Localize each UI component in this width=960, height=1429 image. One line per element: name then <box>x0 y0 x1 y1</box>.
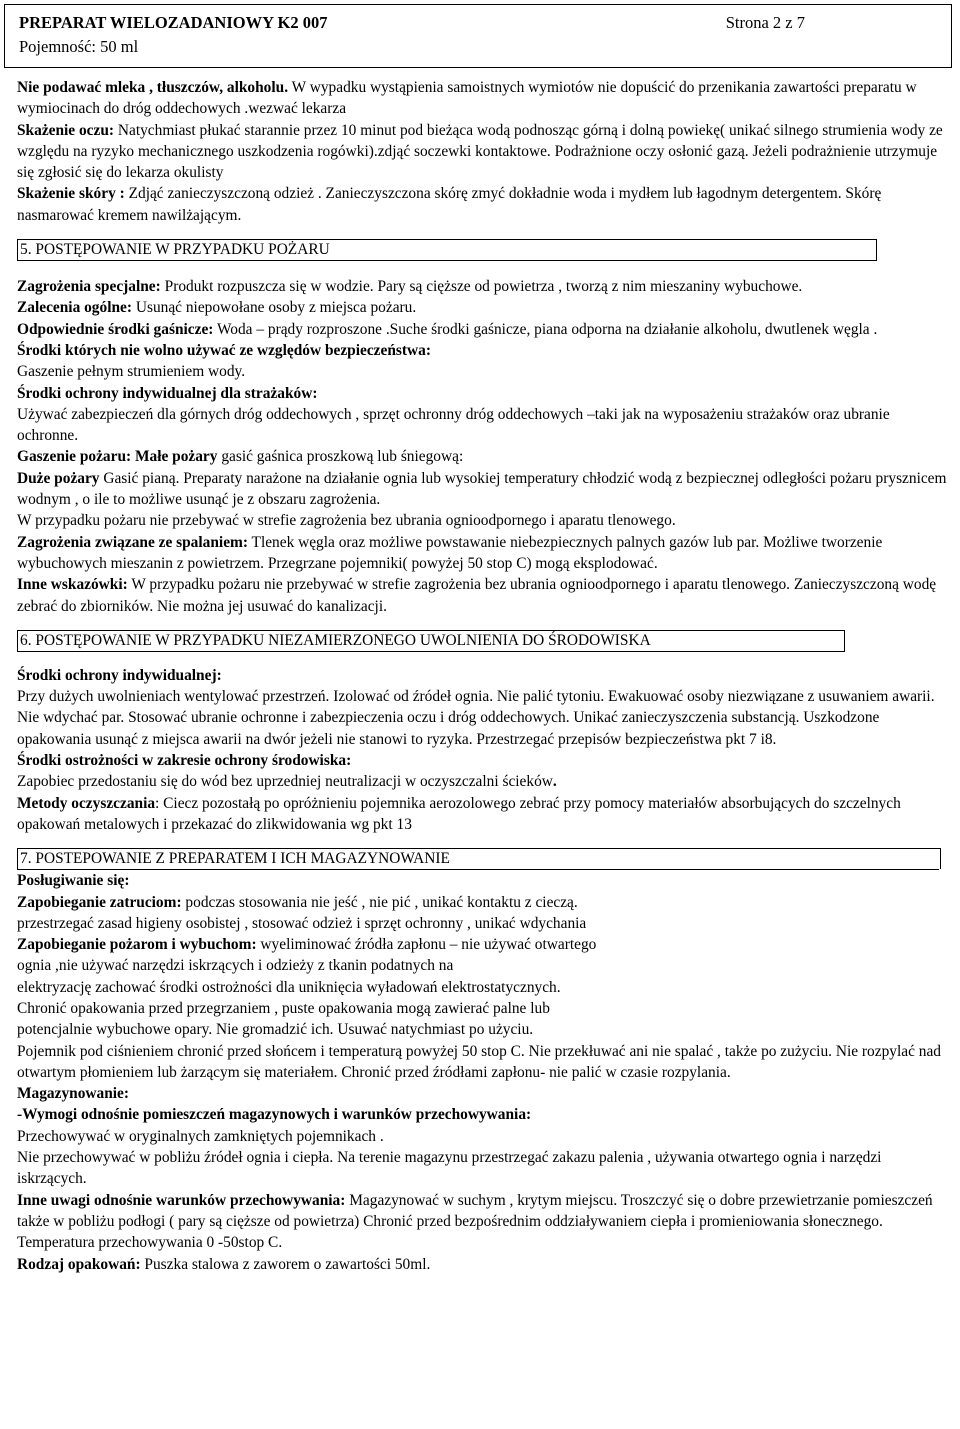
text-unsuitable-media: Gaszenie pełnym strumieniem wody. <box>17 363 246 381</box>
text-eye-contamination: Natychmiast płukać starannie przez 10 minut pod bieżąca wodą podnosząc górną i dolną powiekę( unikać silnego strumienia wody ze względu na ryzyko mechanicznego uszkodzenia rogówki).zdjąć soczewki kontaktowe. Podrażnione oczy osłonić gazą. Jeżeli podrażnienie utrzymuje się zgłosić się do lekarza okulisty <box>17 121 943 182</box>
text-combustion-hazards: Tlenek węgla oraz możliwe powstawanie niebezpiecznych palnych gazów lub par. Możliwe tworzenie wybuchowych mieszanin z powietrzem. Przegrzane pojemniki( powyżej 50 stop C) mogą eksplodować. <box>17 533 883 572</box>
text-poisoning-prevention: podczas stosowania nie jeść , nie pić , unikać kontaktu z cieczą. <box>181 893 578 911</box>
label-firefighter-protection: Środki ochrony indywidualnej dla strażaków: <box>17 384 318 402</box>
paragraph-other-notes <box>17 574 947 617</box>
paragraph-ingestion <box>17 77 947 120</box>
paragraph-general-advice <box>17 297 947 318</box>
paragraph-extinguishing-media <box>17 319 947 340</box>
heading-storage-requirements <box>17 1104 947 1125</box>
label-personal-protection: Środki ochrony indywidualnej: <box>17 666 222 684</box>
document-header <box>4 4 952 68</box>
label-extinguishing-media: Odpowiednie środki gaśnicze: <box>17 320 214 338</box>
label-cleanup-methods: Metody oczyszczania <box>17 794 156 812</box>
heading-storage <box>17 1083 947 1104</box>
label-combustion-hazards: Zagrożenia związane ze spalaniem: <box>17 533 248 551</box>
label-special-hazards: Zagrożenia specjalne: <box>17 278 161 296</box>
label-poisoning-prevention: Zapobieganie zatruciom: <box>17 893 182 911</box>
text-firefighter-protection: Używać zabezpieczeń dla górnych dróg oddechowych , sprzęt ochronny dróg oddechowych –taki jak na wyposażeniu strażaków oraz ubranie ochronne. <box>17 405 890 445</box>
text-no-ignition-sources: Nie przechowywać w pobliżu źródeł ognia i ciepła. Na terenie magazynu przestrzegać zakazu palenia , używania otwartego ognia i narzędzi iskrzących. <box>17 1149 882 1188</box>
label-skin-contamination: Skażenie skóry : <box>17 185 125 203</box>
heading-personal-protection <box>17 665 947 686</box>
paragraph-packaging-type <box>17 1254 947 1275</box>
text-protect-packaging: Chronić opakowania przed przegrzaniem , puste opakowania mogą zawierać palne lub <box>17 999 550 1017</box>
label-handling: Posługiwanie się: <box>17 872 130 890</box>
heading-firefighter-protection <box>17 383 947 404</box>
text-original-containers: Przechowywać w oryginalnych zamkniętych pojemnikach . <box>17 1127 384 1145</box>
label-unsuitable-media: Środki których nie wolno używać ze względów bezpieczeństwa: <box>17 341 431 359</box>
label-environmental-precautions: Środki ostrożności w zakresie ochrony środowiska: <box>17 752 352 770</box>
label-ingestion: Nie podawać mleka , tłuszczów, alkoholu. <box>17 79 289 96</box>
paragraph-storage-notes <box>17 1190 947 1254</box>
section-7-heading <box>17 848 941 869</box>
text-small-fires: gasić gaśnica proszkową lub śniegową: <box>217 448 464 466</box>
label-fire-prevention: Zapobieganie pożarom i wybuchom: <box>17 936 257 954</box>
paragraph-small-fires <box>17 446 947 467</box>
text-large-fires: Gasić pianą. Preparaty narażone na działanie ognia lub wysokiej temperatury chłodzić wodą z bezpiecznej odległości pożaru prysznicem wodnym , o ile to możliwe usunąć je z obszaru zagrożenia. <box>17 469 947 509</box>
paragraph-fire-prevention <box>17 934 947 955</box>
text-general-advice: Usunąć niepowołane osoby z miejsca pożaru. <box>132 299 417 317</box>
label-storage-requirements: -Wymogi odnośnie pomieszczeń magazynowych i warunków przechowywania: <box>17 1106 532 1124</box>
document-body <box>17 74 947 1275</box>
section-6-title: 6. POSTĘPOWANIE W PRZYPADKU NIEZAMIERZONEGO UWOLNIENIA DO ŚRODOWISKA <box>20 631 651 649</box>
heading-unsuitable-media <box>17 340 947 361</box>
text-fire-prevention: wyeliminować źródła zapłonu – nie używać otwartego <box>256 936 597 954</box>
heading-environmental-precautions <box>17 750 947 771</box>
section-7-title: 7. POSTEPOWANIE Z PREPARATEM I ICH MAGAZYNOWANIE <box>20 850 450 868</box>
text-open-flame: ognia ,nie używać narzędzi iskrzących i odzieży z tkanin podatnych na <box>17 957 454 975</box>
section-5-heading <box>17 239 877 261</box>
text-ingestion: W wypadku wystąpienia samoistnych wymiotów nie dopuścić do przenikania zawartości preparatu w wymiocinach do dróg oddechowych .wezwać lekarza <box>17 79 917 118</box>
paragraph-skin-contamination <box>17 183 947 226</box>
paragraph-cleanup-methods <box>17 793 947 836</box>
paragraph-poisoning-prevention <box>17 892 947 913</box>
text-personal-protection: Przy dużych uwolnieniach wentylować przestrzeń. Izolować od źródeł ognia. Nie palić tytoniu. Ewakuować osoby niezwiązane z usuwaniem awarii. Nie wdychać par. Stosować ubranie ochronne i zabezpieczenia oczu i dróg oddechowych. Unikać zanieczyszczenia substancją. Uszkodzone opakowania usunąć z miejsca awarii na dwór jeżeli nie stanowi to ryzyka. Przestrzegać przepisów bezpieczeństwa pkt 7 i8. <box>17 688 935 748</box>
text-explosive-vapours: potencjalnie wybuchowe opary. Nie gromadzić ich. Usuwać natychmiast po użyciu. <box>17 1021 534 1039</box>
text-cleanup-methods: : Ciecz pozostałą po opróżnieniu pojemnika aerozolowego zebrać przy pomocy materiałów absorbujących do szczelnych opakowań metalowych i przekazać do zlikwidowania wg pkt 13 <box>17 794 901 833</box>
paragraph-environmental-precautions <box>17 771 947 792</box>
text-pressurized-container: Pojemnik pod ciśnieniem chronić przed słońcem i temperaturą powyżej 50 stop C. Nie przekłuwać ani nie spalać , także po zużyciu. Nie rozpylać nad otwartym płomieniem lub żarzącym się materiałem. Chronić przed źródłami zapłonu- nie palić w czasie rozpylania. <box>17 1042 941 1081</box>
text-skin-contamination: Zdjąć zanieczyszczoną odzież . Zanieczyszczona skórę zmyć dokładnie woda i mydłem lub łagodnym detergentem. Skórę nasmarować kremem nawilżającym. <box>17 185 882 224</box>
paragraph-combustion-hazards <box>17 532 947 575</box>
text-packaging-type: Puszka stalowa z zaworem o zawartości 50ml. <box>140 1255 431 1273</box>
label-eye-contamination: Skażenie oczu: <box>17 121 115 139</box>
label-packaging-type: Rodzaj opakowań: <box>17 1255 141 1273</box>
text-storage-notes: Magazynować w suchym , krytym miejscu. Troszczyć się o dobre przewietrzanie pomieszczeń także w pobliżu podłogi ( pary są cięższe od powietrza) Chronić przed bezpośrednim oddziaływaniem ciepła i promieniowania słonecznego. Temperatura przechowywania 0 -50stop C. <box>17 1191 933 1252</box>
label-large-fires: Duże pożary <box>17 469 100 487</box>
paragraph-large-fires <box>17 468 947 511</box>
section-5-title: 5. POSTĘPOWANIE W PRZYPADKU POŻARU <box>20 241 330 259</box>
label-storage: Magazynowanie: <box>17 1085 129 1103</box>
page-number: Strona 2 z 7 <box>725 13 805 32</box>
label-other-notes: Inne wskazówki: <box>17 576 128 594</box>
section-6-heading <box>17 630 845 652</box>
paragraph-eye-contamination <box>17 120 947 184</box>
capacity-label: Pojemność: 50 ml <box>19 37 139 56</box>
label-general-advice: Zalecenia ogólne: <box>17 299 132 317</box>
text-fire-zone: W przypadku pożaru nie przebywać w strefie zagrożenia bez ubrania ognioodpornego i aparatu tlenowego. <box>17 512 676 530</box>
text-electrostatic: elektryzację zachować środki ostrożności dla uniknięcia wyładowań elektrostatycznych. <box>17 978 561 996</box>
label-small-fires: Gaszenie pożaru: Małe pożary <box>17 448 218 466</box>
text-other-notes: W przypadku pożaru nie przebywać w strefie zagrożenia bez ubrania ognioodpornego i aparatu tlenowego. Zanieczyszczoną wodę zebrać do zbiorników. Nie można jej usuwać do kanalizacji. <box>17 576 937 615</box>
environmental-precautions-period: . <box>552 773 557 791</box>
product-title: PREPARAT WIELOZADANIOWY K2 007 <box>19 13 328 32</box>
heading-handling <box>17 870 947 891</box>
text-special-hazards: Produkt rozpuszcza się w wodzie. Pary są cięższe od powietrza , tworzą z nim mieszaniny wybuchowe. <box>160 278 803 296</box>
paragraph-special-hazards <box>17 276 947 297</box>
text-environmental-precautions: Zapobiec przedostaniu się do wód bez uprzedniej neutralizacji w oczyszczalni ścieków <box>17 773 553 791</box>
text-extinguishing-media: Woda – prądy rozproszone .Suche środki gaśnicze, piana odporna na działanie alkoholu, dwutlenek węgla . <box>213 320 878 338</box>
text-hygiene: przestrzegać zasad higieny osobistej , stosować odzież i sprzęt ochronny , unikać wdychania <box>17 914 587 932</box>
label-storage-notes: Inne uwagi odnośnie warunków przechowywania: <box>17 1191 346 1209</box>
